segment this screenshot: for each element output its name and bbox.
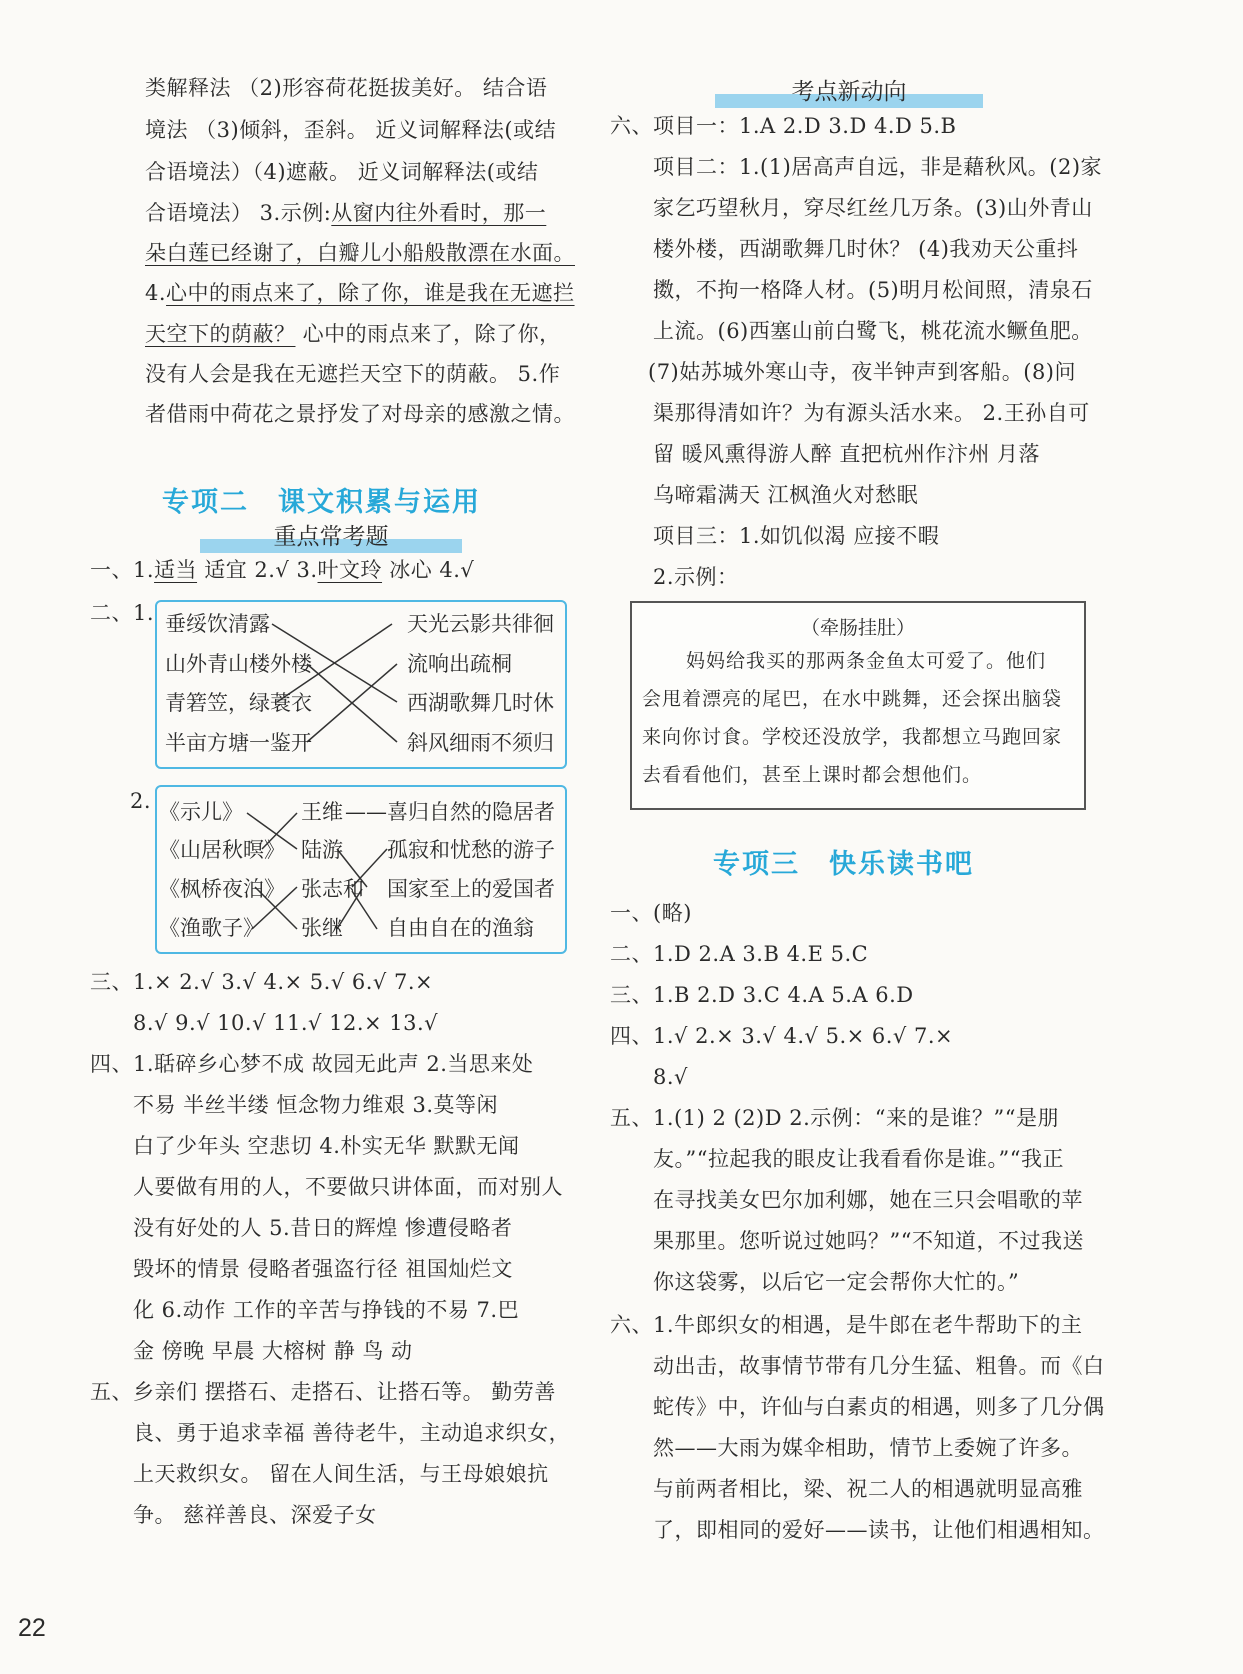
match-right-item: ——喜归自然的隐居者 xyxy=(345,800,555,824)
answer-line: 渠那得清如许？为有源头活水来。 2.王孙自可 xyxy=(653,401,1090,425)
answer-line: 不易 半丝半缕 恒念物力维艰 3.莫等闲 xyxy=(133,1093,499,1117)
match-mid-item: 张志和 xyxy=(301,877,364,901)
match-right-item: 斜风细雨不须归 xyxy=(407,731,554,755)
answer-line: 争。 慈祥善良、深爱子女 xyxy=(133,1503,377,1527)
match-left-item: 《示儿》 xyxy=(159,800,243,824)
answer-line: 2.示例： xyxy=(653,565,739,589)
answer-line: 三、1.B 2.D 3.C 4.A 5.A 6.D xyxy=(610,983,914,1007)
underlined-answer: 朵白莲已经谢了，白瓣儿小船般散漂在水面。 xyxy=(145,241,575,265)
match-mid-item: 王维 xyxy=(301,800,343,824)
answer-line: 擞，不拘一格降人材。(5)明月松间照，清泉石 xyxy=(653,278,1093,302)
answer-line: 乌啼霜满天 江枫渔火对愁眠 xyxy=(653,483,919,507)
match-left-item: 《山居秋暝》 xyxy=(159,838,285,862)
answer-line: 了，即相同的爱好——读书，让他们相遇相知。 xyxy=(653,1518,1105,1542)
section-title: 专项二 课文积累与运用 xyxy=(162,487,481,518)
answer-line: 五、乡亲们 摆搭石、走搭石、让搭石等。 勤劳善 xyxy=(90,1380,556,1404)
answer-line: 人要做有用的人，不要做只讲体面，而对别人 xyxy=(133,1175,563,1199)
underlined-answer: 从窗内往外看时，那一 xyxy=(331,201,547,225)
match-left-item: 山外青山楼外楼 xyxy=(165,652,312,676)
subtitle: 重点常考题 xyxy=(200,517,462,557)
matching-box-poems xyxy=(155,600,567,769)
answer-line: 六、1.牛郎织女的相遇，是牛郎在老牛帮助下的主 xyxy=(610,1313,1083,1337)
match-left-item: 《渔歌子》 xyxy=(159,916,264,940)
answer-line: 金 傍晚 早晨 大榕树 静 鸟 动 xyxy=(133,1339,413,1363)
example-line: 会甩着漂亮的尾巴，在水中跳舞，还会探出脑袋 xyxy=(642,688,1063,710)
answer-line: 项目二：1.(1)居高声自远，非是藉秋风。(2)家 xyxy=(653,155,1103,179)
match-right-item: 天光云影共徘徊 xyxy=(407,612,554,636)
match-left-item: 青箬笠，绿蓑衣 xyxy=(165,691,312,715)
question-label: 2. xyxy=(130,789,152,813)
answer-line: 毁坏的情景 侵略者强盗行径 祖国灿烂文 xyxy=(133,1257,513,1281)
example-box xyxy=(630,601,1086,810)
answer-line: 项目三：1.如饥似渴 应接不暇 xyxy=(653,524,940,548)
match-mid-item: 张继 xyxy=(301,916,343,940)
match-left-item: 《枫桥夜泊》 xyxy=(159,877,285,901)
page-number: 22 xyxy=(18,1614,46,1642)
answer-line: 四、1.√ 2.× 3.√ 4.√ 5.× 6.√ 7.× xyxy=(610,1024,954,1048)
example-line: 去看看他们，甚至上课时都会想他们。 xyxy=(642,764,983,786)
answer-line: 天空下的荫蔽？ 心中的雨点来了，除了你， xyxy=(145,322,561,346)
matching-box-authors xyxy=(155,785,567,954)
answer-line: 4.心中的雨点来了，除了你，谁是我在无遮拦 xyxy=(145,281,575,305)
answer-line: 家乞巧望秋月，穿尽红丝几万条。(3)山外青山 xyxy=(653,196,1093,220)
answer-line: (7)姑苏城外寒山寺，夜半钟声到客船。(8)问 xyxy=(648,360,1076,384)
match-right-item: 国家至上的爱国者 xyxy=(387,877,555,901)
answer-line: 上流。(6)西塞山前白鹭飞，桃花流水鳜鱼肥。 xyxy=(653,319,1093,343)
answer-line: 留 暖风熏得游人醉 直把杭州作汴州 月落 xyxy=(653,442,1041,466)
answer-line: 三、1.× 2.√ 3.√ 4.× 5.√ 6.√ 7.× xyxy=(90,970,434,994)
section-title: 专项三 快乐读书吧 xyxy=(713,849,974,880)
answer-line: 蛇传》中，许仙与白素贞的相遇，则多了几分偶 xyxy=(653,1395,1105,1419)
answer-line: 合语境法） 3.示例:从窗内往外看时，那一 xyxy=(145,201,547,225)
match-left-item: 半亩方塘一鉴开 xyxy=(165,731,312,755)
answer-line: 五、1.(1) 2 (2)D 2.示例：“来的是谁？”“是朋 xyxy=(610,1106,1059,1130)
answer-line: 8.√ 9.√ 10.√ 11.√ 12.× 13.√ xyxy=(133,1011,439,1035)
answer-line: 果那里。您听说过她吗？”“不知道，不过我送 xyxy=(653,1229,1084,1253)
answer-line: 没有人会是我在无遮拦天空下的荫蔽。 5.作 xyxy=(145,362,561,386)
answer-line: 类解释法 （2)形容荷花挺拔美好。 结合语 xyxy=(145,76,548,100)
example-line: 来向你讨食。学校还没放学，我都想立马跑回家 xyxy=(642,726,1063,748)
example-line: 妈妈给我买的那两条金鱼太可爱了。他们 xyxy=(686,650,1047,672)
match-right-item: 西湖歌舞几时休 xyxy=(407,691,554,715)
answer-line: 与前两者相比，梁、祝二人的相遇就明显高雅 xyxy=(653,1477,1083,1501)
example-caption: （牵肠挂肚） xyxy=(800,617,915,639)
answer-line: 二、1.D 2.A 3.B 4.E 5.C xyxy=(610,942,869,966)
answer-line: 者借雨中荷花之景抒发了对母亲的感激之情。 xyxy=(145,402,575,426)
answer-line: 合语境法）（4)遮蔽。 近义词解释法(或结 xyxy=(145,160,539,184)
match-right-item: 自由自在的渔翁 xyxy=(387,916,534,940)
answer-line: 四、1.聒碎乡心梦不成 故园无此声 2.当思来处 xyxy=(90,1052,534,1076)
answer-line: 一、(略) xyxy=(610,901,692,925)
match-left-item: 垂绥饮清露 xyxy=(165,612,270,636)
subtitle: 考点新动向 xyxy=(715,72,983,112)
answer-line: 一、1.适当 适宜 2.√ 3.叶文玲 冰心 4.√ xyxy=(90,558,475,582)
answer-line: 你这袋雾，以后它一定会帮你大忙的。” xyxy=(653,1270,1020,1294)
answer-line: 境法 （3)倾斜，歪斜。 近义词解释法(或结 xyxy=(145,118,557,142)
underlined-answer: 心中的雨点来了，除了你，谁是我在无遮拦 xyxy=(166,281,575,305)
question-label: 二、1. xyxy=(90,601,155,625)
answer-line: 楼外楼，西湖歌舞几时休？ (4)我劝天公重抖 xyxy=(653,237,1079,261)
answer-line: 在寻找美女巴尔加利娜，她在三只会唱歌的苹 xyxy=(653,1188,1083,1212)
answer-line: 白了少年头 空悲切 4.朴实无华 默默无闻 xyxy=(133,1134,520,1158)
answer-line: 动出击，故事情节带有几分生猛、粗鲁。而《白 xyxy=(653,1354,1105,1378)
match-mid-item: 陆游 xyxy=(301,838,343,862)
answer-line: 上天救织女。 留在人间生活，与王母娘娘抗 xyxy=(133,1462,549,1486)
match-right-item: 流响出疏桐 xyxy=(407,652,512,676)
answer-line: 友。”“拉起我的眼皮让我看看你是谁。”“我正 xyxy=(653,1147,1064,1171)
answer-line: 化 6.动作 工作的辛苦与挣钱的不易 7.巴 xyxy=(133,1298,520,1322)
answer-line: 然——大雨为媒伞相助，情节上委婉了许多。 xyxy=(653,1436,1083,1460)
underlined-answer: 天空下的荫蔽？ xyxy=(145,322,296,346)
match-right-item: 孤寂和忧愁的游子 xyxy=(387,838,555,862)
answer-line: 没有好处的人 5.昔日的辉煌 惨遭侵略者 xyxy=(133,1216,513,1240)
answer-line: 良、勇于追求幸福 善待老牛，主动追求织女， xyxy=(133,1421,571,1445)
answer-line: 8.√ xyxy=(653,1065,688,1089)
answer-line: 六、项目一：1.A 2.D 3.D 4.D 5.B xyxy=(610,114,957,138)
